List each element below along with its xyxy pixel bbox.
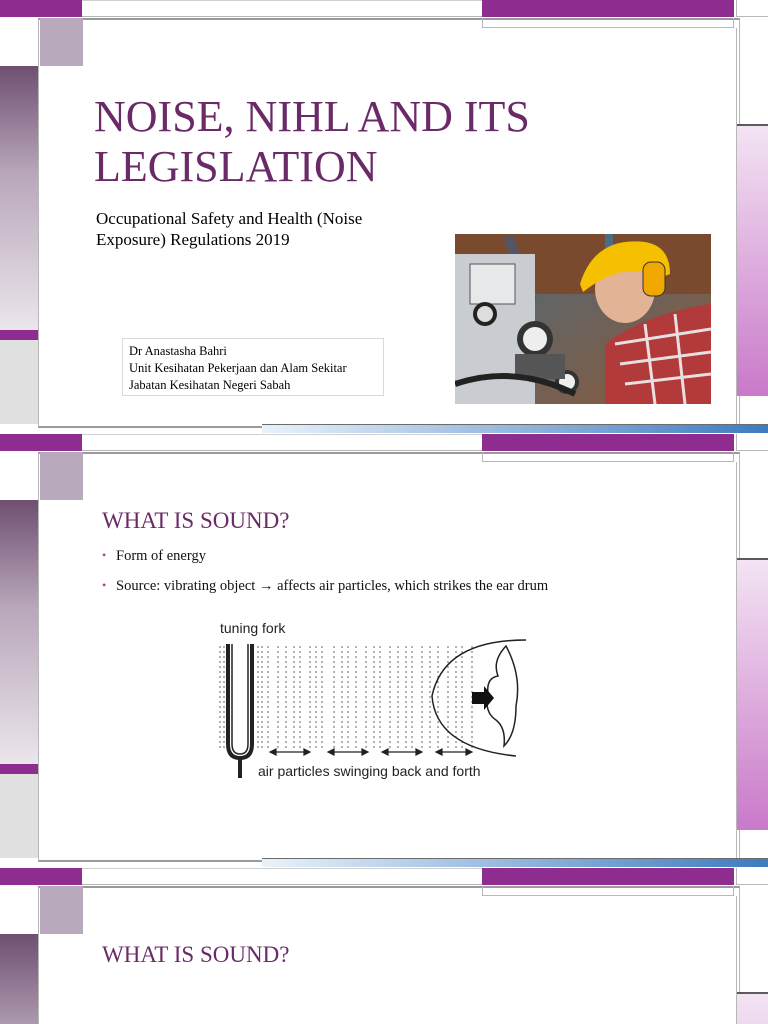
decor-line [82, 868, 482, 885]
decor-box [736, 0, 768, 17]
swing-arrows [270, 749, 472, 755]
worker-photo [455, 234, 711, 404]
decor-strip [0, 66, 38, 332]
worker-photo-image [455, 234, 711, 404]
slide-subtitle: Occupational Safety and Health (Noise Exposure) Regulations 2019 [96, 209, 363, 249]
decor-box [736, 868, 768, 885]
author-box [122, 338, 384, 396]
slide-title: WHAT IS SOUND? [102, 942, 290, 967]
decor-box [40, 886, 83, 934]
decor-bar [0, 434, 82, 451]
decor-bar [262, 858, 768, 867]
decor-strip [737, 558, 768, 830]
bullet-item: • Source: vibrating object → affects air particles, which strikes the ear drum [102, 578, 548, 595]
bullet-item: • Form of energy [102, 548, 548, 565]
decor-strip [0, 500, 38, 766]
author-line: Unit Kesihatan Pekerjaan dan Alam Sekitar [129, 361, 347, 375]
decor-line [482, 886, 734, 896]
decor-accent [0, 764, 38, 774]
decor-bar [482, 868, 734, 885]
decor-strip [737, 992, 768, 1024]
decor-line [482, 452, 734, 462]
decor-bar [482, 434, 734, 451]
bullet-list [102, 548, 548, 608]
decor-bar [0, 0, 82, 17]
air-particles [220, 646, 472, 751]
slide-title: WHAT IS SOUND? [102, 508, 290, 533]
slide-3 [0, 868, 768, 1024]
decor-strip [0, 340, 39, 424]
author-line: Jabatan Kesihatan Negeri Sabah [129, 378, 291, 392]
slide-2 [0, 434, 768, 868]
decor-bar [482, 0, 734, 17]
slide-title: NOISE, NIHL AND ITS LEGISLATION [94, 92, 530, 191]
decor-line [82, 434, 482, 451]
decor-line [82, 0, 482, 17]
author-line: Dr Anastasha Bahri [129, 344, 227, 358]
decor-box [736, 434, 768, 451]
decor-box [40, 452, 83, 500]
slide-1 [0, 0, 768, 434]
diagram-label-top: tuning fork [220, 620, 286, 636]
decor-line [482, 18, 734, 28]
decor-strip [737, 124, 768, 396]
tuning-fork-diagram [216, 616, 526, 780]
decor-strip [0, 934, 38, 1024]
decor-bar [262, 424, 768, 433]
decor-box [40, 18, 83, 66]
decor-bar [0, 868, 82, 885]
diagram-label-bottom: air particles swinging back and forth [258, 763, 481, 779]
decor-strip [0, 774, 39, 858]
decor-accent [0, 330, 38, 340]
